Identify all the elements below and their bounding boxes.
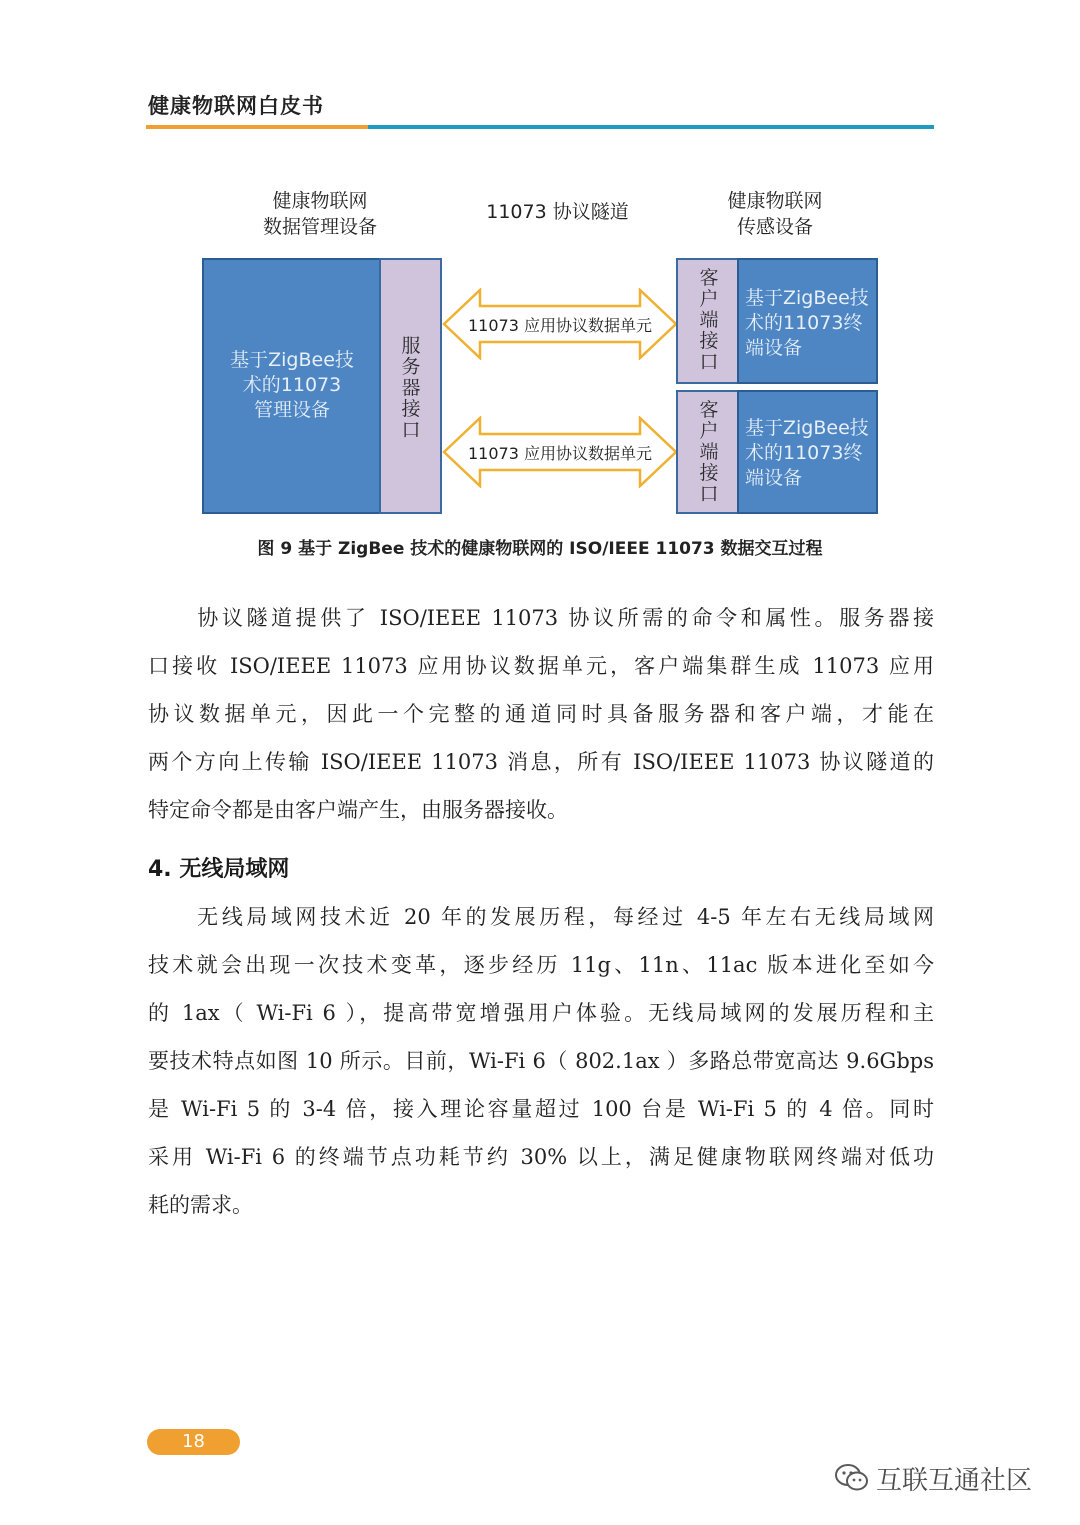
watermark-text: 互联互通社区 xyxy=(876,1466,1033,1496)
paragraph-line: 无线局域网技术近 20 年的发展历程，每经过 4-5 年左右无线局域网 xyxy=(148,905,934,929)
manager-device-line3: 管理设备 xyxy=(253,399,330,421)
paragraph-line: 要技术特点如图 10 所示。目前，Wi-Fi 6（ 802.1ax ）多路总带宽高达 9.6Gbps xyxy=(148,1049,934,1073)
figure-caption: 图 9 基于 ZigBee 技术的健康物联网的 ISO/IEEE 11073 数据交互过程 xyxy=(257,539,823,559)
sensor-device-bottom-line2: 术的11073终 xyxy=(745,442,863,464)
paragraph-line: 协议数据单元，因此一个完整的通道同时具备服务器和客户端，才能在 xyxy=(148,702,934,726)
sensor-device-bottom-box xyxy=(737,390,878,514)
paragraph-wlan xyxy=(148,893,934,1229)
paragraph-tunnel xyxy=(148,594,934,834)
server-port-box xyxy=(379,258,442,514)
client-port-top-box xyxy=(676,258,740,384)
figure-label-sensor-line2: 传感设备 xyxy=(736,216,813,238)
paragraph-line: 是 Wi-Fi 5 的 3-4 倍，接入理论容量超过 100 台是 Wi-Fi 5 的 4 倍。同时 xyxy=(148,1097,934,1121)
sensor-device-bottom-line3: 端设备 xyxy=(745,467,803,489)
figure-label-sensor xyxy=(700,188,850,240)
manager-device-line2: 术的11073 xyxy=(242,374,342,396)
running-header-title: 健康物联网白皮书 xyxy=(148,93,324,118)
figure-label-tunnel: 11073 协议隧道 xyxy=(486,201,629,223)
sensor-device-bottom-line1: 基于ZigBee技 xyxy=(745,417,869,439)
client-port-bottom-label: 客户端接口 xyxy=(699,399,719,505)
wechat-icon xyxy=(834,1463,870,1500)
figure-label-manager xyxy=(240,188,400,240)
paragraph-line: 口接收 ISO/IEEE 11073 应用协议数据单元，客户端集群生成 11073 应用 xyxy=(148,654,934,678)
paragraph-line-last: 耗的需求。 xyxy=(148,1193,253,1217)
figure-label-manager-line1: 健康物联网 xyxy=(272,190,368,212)
page-number: 18 xyxy=(147,1429,240,1455)
watermark xyxy=(834,1460,1032,1500)
figure-label-sensor-line1: 健康物联网 xyxy=(727,190,823,212)
sensor-device-top-box xyxy=(737,258,878,384)
section-heading-wlan: 4. 无线局域网 xyxy=(148,857,290,882)
arrow-bottom-label: 11073 应用协议数据单元 xyxy=(468,444,652,463)
sensor-device-top-line3: 端设备 xyxy=(745,337,803,359)
server-port-label: 服务器接口 xyxy=(401,335,421,441)
arrow-top-label: 11073 应用协议数据单元 xyxy=(468,316,652,335)
figure-label-manager-line2: 数据管理设备 xyxy=(262,216,377,238)
paragraph-line: 协议隧道提供了 ISO/IEEE 11073 协议所需的命令和属性。服务器接 xyxy=(148,606,934,630)
paragraph-line-last: 特定命令都是由客户端产生，由服务器接收。 xyxy=(148,798,568,822)
paragraph-line: 技术就会出现一次技术变革，逐步经历 11g、11n、11ac 版本进化至如今 xyxy=(148,953,934,977)
manager-device-box xyxy=(202,258,382,514)
manager-device-line1: 基于ZigBee技 xyxy=(230,349,354,371)
client-port-bottom-box xyxy=(676,390,740,514)
paragraph-line: 的 1ax（ Wi-Fi 6 ），提高带宽增强用户体验。无线局域网的发展历程和主 xyxy=(148,1001,934,1025)
header-rule-teal xyxy=(368,125,934,129)
paragraph-line: 采用 Wi-Fi 6 的终端节点功耗节约 30% 以上，满足健康物联网终端对低功 xyxy=(148,1145,934,1169)
header-rule-orange xyxy=(146,125,368,129)
paragraph-line: 两个方向上传输 ISO/IEEE 11073 消息，所有 ISO/IEEE 11073 协议隧道的 xyxy=(148,750,934,774)
client-port-top-label: 客户端接口 xyxy=(699,267,719,373)
sensor-device-top-line2: 术的11073终 xyxy=(745,312,863,334)
sensor-device-top-line1: 基于ZigBee技 xyxy=(745,287,869,309)
